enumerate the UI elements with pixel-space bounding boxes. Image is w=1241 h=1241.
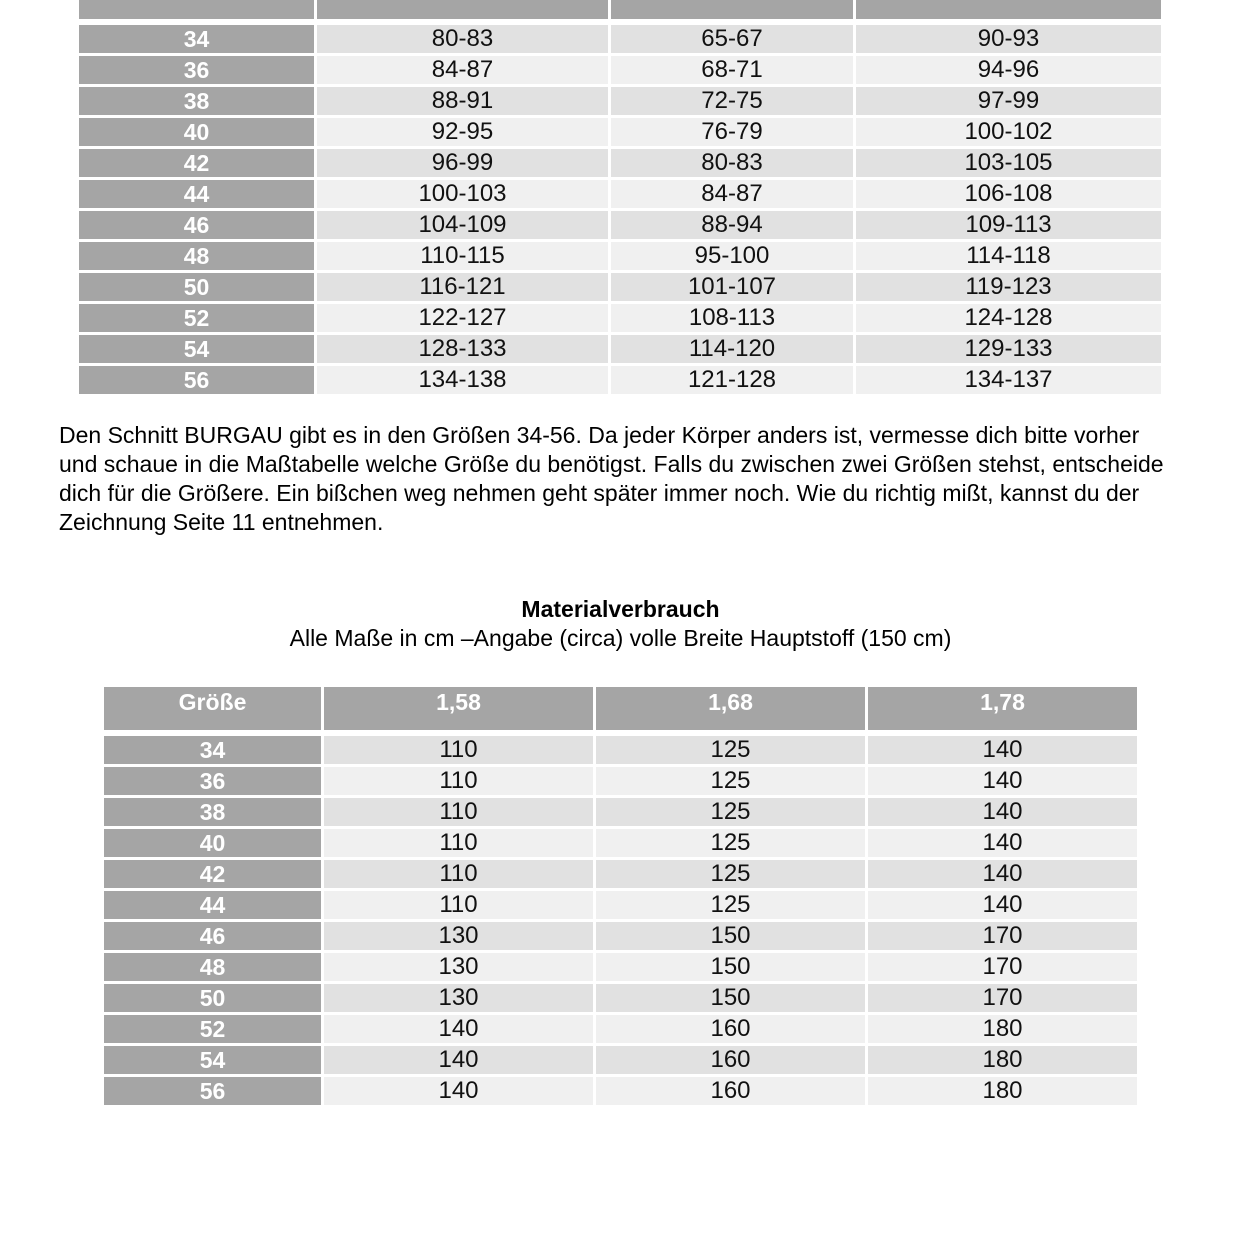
value-cell: 129-133 <box>856 335 1161 363</box>
material-row <box>104 1046 1137 1074</box>
value-cell: 97-99 <box>856 87 1161 115</box>
measurement-row <box>79 273 1161 301</box>
value-cell: 80-83 <box>317 25 608 53</box>
size-cell: 50 <box>79 273 314 301</box>
material-row <box>104 891 1137 919</box>
value-cell: 88-91 <box>317 87 608 115</box>
value-cell: 116-121 <box>317 273 608 301</box>
value-cell: 170 <box>868 984 1137 1012</box>
value-cell: 124-128 <box>856 304 1161 332</box>
value-cell: 84-87 <box>317 56 608 84</box>
material-row <box>104 984 1137 1012</box>
value-cell: 160 <box>596 1015 865 1043</box>
material-row <box>104 1015 1137 1043</box>
material-title: Materialverbrauch <box>521 596 720 622</box>
value-cell: 106-108 <box>856 180 1161 208</box>
material-row <box>104 829 1137 857</box>
value-cell: 125 <box>596 736 865 764</box>
material-table-body <box>104 736 1137 1105</box>
value-cell: 134-137 <box>856 366 1161 394</box>
size-cell: 34 <box>104 736 321 764</box>
value-cell: 110 <box>324 798 593 826</box>
value-cell: 170 <box>868 953 1137 981</box>
size-cell: 40 <box>104 829 321 857</box>
measurement-row <box>79 25 1161 53</box>
size-cell: 46 <box>79 211 314 239</box>
material-row <box>104 860 1137 888</box>
value-cell: 150 <box>596 953 865 981</box>
value-cell: 90-93 <box>856 25 1161 53</box>
value-cell: 92-95 <box>317 118 608 146</box>
measurement-header-cell <box>79 0 314 19</box>
value-cell: 130 <box>324 953 593 981</box>
measurement-header-cell <box>611 0 853 19</box>
material-row <box>104 736 1137 764</box>
size-cell: 36 <box>79 56 314 84</box>
value-cell: 80-83 <box>611 149 853 177</box>
measurement-row <box>79 304 1161 332</box>
value-cell: 114-120 <box>611 335 853 363</box>
size-cell: 44 <box>79 180 314 208</box>
material-row <box>104 767 1137 795</box>
material-header-size: Größe <box>104 687 321 730</box>
value-cell: 84-87 <box>611 180 853 208</box>
value-cell: 119-123 <box>856 273 1161 301</box>
value-cell: 140 <box>868 767 1137 795</box>
measurement-row <box>79 87 1161 115</box>
value-cell: 130 <box>324 984 593 1012</box>
value-cell: 134-138 <box>317 366 608 394</box>
value-cell: 140 <box>324 1077 593 1105</box>
size-cell: 36 <box>104 767 321 795</box>
measurement-row <box>79 118 1161 146</box>
value-cell: 130 <box>324 922 593 950</box>
value-cell: 121-128 <box>611 366 853 394</box>
material-header-height: 1,68 <box>596 687 865 730</box>
value-cell: 110 <box>324 767 593 795</box>
value-cell: 88-94 <box>611 211 853 239</box>
value-cell: 125 <box>596 860 865 888</box>
value-cell: 140 <box>324 1046 593 1074</box>
value-cell: 140 <box>868 798 1137 826</box>
value-cell: 110 <box>324 829 593 857</box>
size-cell: 56 <box>79 366 314 394</box>
material-subtitle: Alle Maße in cm –Angabe (circa) volle Breite Hauptstoff (150 cm) <box>289 625 952 651</box>
size-cell: 48 <box>104 953 321 981</box>
size-cell: 38 <box>79 87 314 115</box>
measurement-row <box>79 149 1161 177</box>
measurement-header-row <box>79 0 1161 19</box>
measurement-row <box>79 242 1161 270</box>
value-cell: 150 <box>596 984 865 1012</box>
material-row <box>104 1077 1137 1105</box>
value-cell: 108-113 <box>611 304 853 332</box>
size-cell: 46 <box>104 922 321 950</box>
value-cell: 125 <box>596 798 865 826</box>
size-cell: 50 <box>104 984 321 1012</box>
value-cell: 122-127 <box>317 304 608 332</box>
value-cell: 140 <box>868 736 1137 764</box>
value-cell: 125 <box>596 891 865 919</box>
size-cell: 54 <box>79 335 314 363</box>
value-cell: 110 <box>324 736 593 764</box>
value-cell: 140 <box>868 860 1137 888</box>
value-cell: 101-107 <box>611 273 853 301</box>
value-cell: 125 <box>596 829 865 857</box>
value-cell: 103-105 <box>856 149 1161 177</box>
value-cell: 109-113 <box>856 211 1161 239</box>
measurement-row <box>79 56 1161 84</box>
value-cell: 94-96 <box>856 56 1161 84</box>
value-cell: 150 <box>596 922 865 950</box>
size-cell: 42 <box>79 149 314 177</box>
value-cell: 180 <box>868 1046 1137 1074</box>
measurement-header-cell <box>856 0 1161 19</box>
value-cell: 128-133 <box>317 335 608 363</box>
value-cell: 100-102 <box>856 118 1161 146</box>
size-cell: 40 <box>79 118 314 146</box>
value-cell: 160 <box>596 1077 865 1105</box>
measurement-row <box>79 366 1161 394</box>
value-cell: 96-99 <box>317 149 608 177</box>
material-table <box>101 684 1140 1108</box>
value-cell: 180 <box>868 1015 1137 1043</box>
value-cell: 104-109 <box>317 211 608 239</box>
value-cell: 140 <box>324 1015 593 1043</box>
value-cell: 72-75 <box>611 87 853 115</box>
value-cell: 160 <box>596 1046 865 1074</box>
value-cell: 125 <box>596 767 865 795</box>
material-header-row <box>104 687 1137 730</box>
size-cell: 48 <box>79 242 314 270</box>
material-row <box>104 798 1137 826</box>
size-cell: 42 <box>104 860 321 888</box>
description-paragraph: Den Schnitt BURGAU gibt es in den Größen 34-56. Da jeder Körper anders ist, vermesse dich bitte vorher und schaue in die Maßtabelle welche Größe du benötigst. Falls du zwischen zwei Größen stehst, entscheide dich für die Größere. Ein bißchen weg nehmen geht später immer noch. Wie du richtig mißt, kannst du der Zeichnung Seite 11 entnehmen. <box>59 422 1164 535</box>
material-row <box>104 922 1137 950</box>
value-cell: 100-103 <box>317 180 608 208</box>
value-cell: 68-71 <box>611 56 853 84</box>
value-cell: 76-79 <box>611 118 853 146</box>
material-header-height: 1,58 <box>324 687 593 730</box>
measurement-header-cell <box>317 0 608 19</box>
size-cell: 54 <box>104 1046 321 1074</box>
measurement-table-body <box>79 25 1161 394</box>
size-cell: 34 <box>79 25 314 53</box>
value-cell: 170 <box>868 922 1137 950</box>
size-cell: 52 <box>104 1015 321 1043</box>
value-cell: 140 <box>868 829 1137 857</box>
value-cell: 110 <box>324 891 593 919</box>
size-cell: 38 <box>104 798 321 826</box>
size-cell: 56 <box>104 1077 321 1105</box>
value-cell: 180 <box>868 1077 1137 1105</box>
measurement-row <box>79 180 1161 208</box>
measurement-row <box>79 335 1161 363</box>
size-cell: 44 <box>104 891 321 919</box>
measurement-table <box>76 0 1164 397</box>
value-cell: 110 <box>324 860 593 888</box>
value-cell: 140 <box>868 891 1137 919</box>
value-cell: 95-100 <box>611 242 853 270</box>
material-header-height: 1,78 <box>868 687 1137 730</box>
measurement-row <box>79 211 1161 239</box>
material-row <box>104 953 1137 981</box>
value-cell: 114-118 <box>856 242 1161 270</box>
value-cell: 110-115 <box>317 242 608 270</box>
size-cell: 52 <box>79 304 314 332</box>
value-cell: 65-67 <box>611 25 853 53</box>
